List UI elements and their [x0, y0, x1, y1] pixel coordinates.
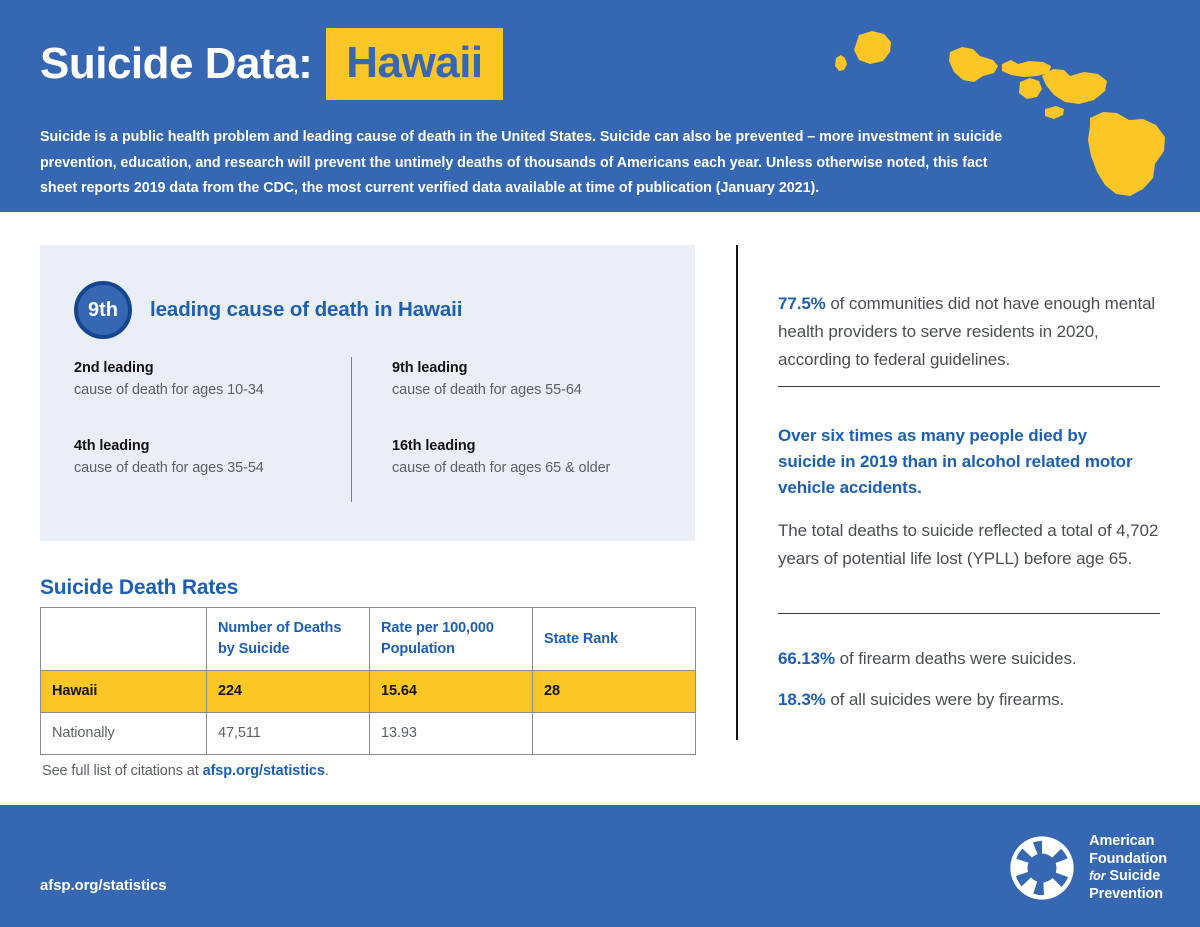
footer-url[interactable]: afsp.org/statistics — [40, 877, 167, 894]
page-title — [40, 28, 503, 100]
column-header-rank: State Rank — [533, 608, 696, 671]
rank-badge — [74, 281, 132, 339]
stat-title: 2nd leading — [74, 360, 154, 376]
logo-line-foundation: Foundation — [1089, 850, 1167, 867]
fact-highlight-775: 77.5% — [778, 294, 826, 313]
life-preserver-ring-icon — [1009, 835, 1075, 901]
logo-word-for: for — [1089, 869, 1106, 883]
fact-text-6613: of firearm deaths were suicides. — [835, 649, 1077, 668]
cell-deaths-national: 47,511 — [207, 713, 370, 755]
rank-badge-description: leading cause of death in Hawaii — [150, 298, 463, 321]
stat-subtitle: cause of death for ages 10-34 — [74, 382, 264, 398]
section-divider-2 — [778, 613, 1160, 614]
cell-rank-state: 28 — [533, 671, 696, 713]
age-stats-column-left — [74, 357, 351, 513]
suicide-death-rates-table — [40, 607, 696, 755]
leading-cause-panel — [40, 245, 695, 541]
title-main-text: Suicide Data: — [40, 39, 313, 88]
table-row — [41, 671, 696, 713]
stat-item — [74, 357, 351, 401]
stat-subtitle: cause of death for ages 35-54 — [74, 460, 264, 476]
citations-prefix: See full list of citations at — [42, 763, 203, 779]
rank-badge-label: 9th — [88, 298, 118, 321]
fact-mental-health-providers — [778, 290, 1160, 374]
row-label-national: Nationally — [41, 713, 207, 755]
state-name-highlight — [326, 28, 502, 100]
cell-rank-national — [533, 713, 696, 755]
cell-rate-state: 15.64 — [370, 671, 533, 713]
footer-banner — [0, 805, 1200, 927]
fact-suicides-by-firearms — [778, 686, 1160, 714]
fact-firearm-deaths-suicides — [778, 645, 1160, 673]
logo-line-prevention: Prevention — [1089, 885, 1164, 902]
afsp-logo-text — [1089, 833, 1167, 903]
stat-item — [392, 435, 662, 479]
table-row — [41, 713, 696, 755]
citations-suffix: . — [324, 763, 329, 779]
citations-line — [42, 763, 329, 779]
section-divider-1 — [778, 386, 1160, 387]
age-group-stats-grid — [74, 357, 662, 502]
logo-word-suicide: Suicide — [1109, 868, 1161, 884]
stat-item — [74, 435, 351, 479]
afsp-logo — [1009, 833, 1167, 903]
stat-title: 4th leading — [74, 438, 150, 454]
stat-item — [392, 357, 662, 401]
stat-subtitle: cause of death for ages 65 & older — [392, 460, 611, 476]
cell-deaths-state: 224 — [207, 671, 370, 713]
column-header-blank — [41, 608, 207, 671]
stat-subtitle: cause of death for ages 55-64 — [392, 382, 582, 398]
intro-paragraph: Suicide is a public health problem and leading cause of death in the United States. Suicide can also be prevented – more investment in suicide prevention, education, and research will prevent the untimely deaths of thousands of Americans each year. Unless otherwise noted, this fact sheet reports 2019 data from the CDC, the most current verified data available at time of publication (January 2021). — [40, 129, 1003, 196]
header-banner — [0, 0, 1200, 212]
column-vertical-divider — [736, 245, 738, 740]
title-state-text: Hawaii — [346, 38, 483, 87]
column-header-deaths: Number of Deaths by Suicide — [207, 608, 370, 671]
leading-cause-headline — [74, 281, 462, 339]
table-title: Suicide Death Rates — [40, 576, 239, 599]
logo-line-for-suicide — [1089, 868, 1167, 886]
fact-highlight-6613: 66.13% — [778, 649, 836, 668]
stat-title: 9th leading — [392, 360, 468, 376]
logo-line-american: American — [1089, 833, 1155, 849]
row-label-state: Hawaii — [41, 671, 207, 713]
citations-link[interactable]: afsp.org/statistics — [202, 763, 325, 779]
age-stats-column-right — [352, 357, 662, 513]
fact-ypll: The total deaths to suicide reflected a total of 4,702 years of potential life lost (YPLL) before age 65. — [778, 521, 1159, 568]
fact-text-775: of communities did not have enough mental health providers to serve residents in 2020, according to federal guidelines. — [778, 294, 1156, 369]
fact-text-183: of all suicides were by firearms. — [825, 690, 1065, 709]
cell-rate-national: 13.93 — [370, 713, 533, 755]
fact-heading-alcohol-comparison: Over six times as many people died by suicide in 2019 than in alcohol related motor vehicle accidents. — [778, 426, 1133, 497]
column-header-rate: Rate per 100,000 Population — [370, 608, 533, 671]
stat-title: 16th leading — [392, 438, 476, 454]
table-header-row — [41, 608, 696, 671]
fact-highlight-183: 18.3% — [778, 690, 826, 709]
